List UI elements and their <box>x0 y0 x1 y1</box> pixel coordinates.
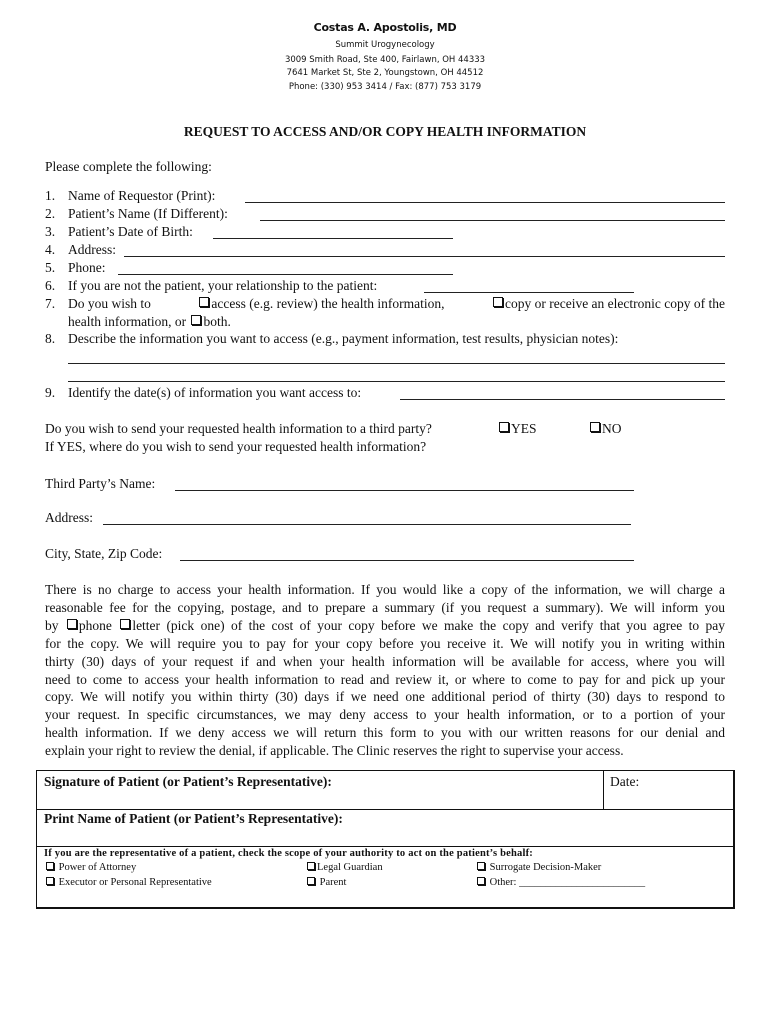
item-number-6: 6. <box>45 278 56 293</box>
requestor-name-label: Name of Requestor (Print): <box>68 188 216 203</box>
option-parent <box>305 877 346 888</box>
paragraph-line: health information. If we deny access we will return this form to you with our written reasons for our denial and <box>45 725 725 741</box>
paragraph-line: There is no charge to access your health information. If you would like a copy of the information, we will charge a <box>45 582 725 597</box>
access-checkbox[interactable] <box>199 297 209 307</box>
item-number-8: 8. <box>45 331 56 346</box>
poa-checkbox[interactable] <box>46 862 54 870</box>
dob-field[interactable] <box>213 238 453 239</box>
copy-option-label: copy or receive an electronic copy of the <box>504 296 725 311</box>
paragraph-line: reasonable fee for the copying, postage, and to prepare a summary (if you request a summary). We will inform you <box>45 599 725 615</box>
address-line-2: 7641 Market St, Ste 2, Youngstown, OH 44512 <box>286 68 484 78</box>
date-divider <box>603 771 604 809</box>
paragraph-line: for the copy. We will require you to pay for your copy before you receive it. We will notify you in writing within <box>45 635 725 651</box>
describe-info-field-1[interactable] <box>68 363 725 364</box>
third-party-where: If YES, where do you wish to send your requested health information? <box>45 439 427 454</box>
phone-checkbox[interactable] <box>67 619 77 629</box>
patient-name-label: Patient’s Name (If Different): <box>68 206 228 221</box>
third-party-address-label: Address: <box>45 510 93 525</box>
representative-note: If you are the representative of a patient, check the scope of your authority to act on the patient’s behalf: <box>44 848 533 859</box>
relationship-label: If you are not the patient, your relationship to the patient: <box>68 278 378 293</box>
item-number-1: 1. <box>45 188 56 203</box>
requestor-name-field[interactable] <box>245 202 725 203</box>
paragraph-line: explain your right to review the denial, if applicable. The Clinic reserves the right to supervise your access. <box>45 743 624 759</box>
letter-option-label: letter (pick one) of the cost of your copy before we make the copy and verify that you agree to pay <box>132 617 726 633</box>
dates-label: Identify the date(s) of information you want access to: <box>68 385 362 400</box>
phone-field[interactable] <box>118 274 453 275</box>
third-party-question: Do you wish to send your requested health information to a third party? <box>45 421 432 436</box>
print-name-label: Print Name of Patient (or Patient’s Representative): <box>44 811 343 826</box>
address-line-1: 3009 Smith Road, Ste 400, Fairlawn, OH 44333 <box>284 55 486 65</box>
form-title: REQUEST TO ACCESS AND/OR COPY HEALTH INFORMATION <box>183 124 587 139</box>
executor-label: Executor or Personal Representative <box>58 877 212 888</box>
access-option-label: access (e.g. review) the health information, <box>211 296 445 311</box>
intro-text: Please complete the following: <box>45 159 212 174</box>
fee-policy-paragraph <box>45 581 725 760</box>
yes-checkbox[interactable] <box>499 422 509 432</box>
dates-field[interactable] <box>400 399 725 400</box>
option-other <box>475 877 645 888</box>
item-number-5: 5. <box>45 260 56 275</box>
access-type-line <box>68 296 725 312</box>
third-party-name-field[interactable] <box>175 490 634 491</box>
address-label: Address: <box>68 242 116 257</box>
dob-label: Patient’s Date of Birth: <box>68 224 193 239</box>
third-party-address-field[interactable] <box>103 524 631 525</box>
option-legal-guardian <box>305 862 383 873</box>
access-type-line-2 <box>68 314 231 330</box>
guardian-label: Legal Guardian <box>317 862 383 873</box>
print-row-divider <box>37 846 733 847</box>
doctor-name: Costas A. Apostolis, MD <box>313 21 457 34</box>
no-checkbox[interactable] <box>590 422 600 432</box>
item-number-2: 2. <box>45 206 56 221</box>
surrogate-checkbox[interactable] <box>477 862 485 870</box>
no-label: NO <box>602 421 622 436</box>
patient-name-field[interactable] <box>260 220 725 221</box>
parent-label: Parent <box>319 877 347 888</box>
signature-label: Signature of Patient (or Patient’s Representative): <box>44 774 332 789</box>
both-checkbox[interactable] <box>191 315 201 325</box>
paragraph-text: by <box>45 617 59 633</box>
paragraph-line <box>45 617 725 635</box>
poa-label: Power of Attorney <box>58 862 137 873</box>
date-label: Date: <box>610 774 640 789</box>
phone-label: Phone: <box>68 260 106 275</box>
third-party-name-label: Third Party’s Name: <box>45 476 156 491</box>
option-power-of-attorney <box>44 862 136 873</box>
yes-label: YES <box>511 421 537 436</box>
third-party-city-label: City, State, Zip Code: <box>45 546 163 561</box>
paragraph-line: copy. We will notify you within thirty (30) days if we need one additional period of thirty (30) days to respond to <box>45 689 725 705</box>
health-info-text: health information, or <box>68 314 187 329</box>
address-field[interactable] <box>124 256 725 257</box>
other-label: Other: ________________________ <box>489 877 646 888</box>
paragraph-line: need to come to access your health information to read and review it, or where to come to pay for and pick up your <box>45 671 725 687</box>
other-checkbox[interactable] <box>477 877 485 885</box>
item-number-7: 7. <box>45 296 56 311</box>
item-number-9: 9. <box>45 385 56 400</box>
phone-option-label: phone <box>78 617 112 633</box>
executor-checkbox[interactable] <box>46 877 54 885</box>
surrogate-label: Surrogate Decision-Maker <box>489 862 602 873</box>
third-party-city-field[interactable] <box>180 560 634 561</box>
parent-checkbox[interactable] <box>307 877 315 885</box>
option-surrogate <box>475 862 601 873</box>
access-question-text: Do you wish to <box>68 296 151 311</box>
relationship-field[interactable] <box>424 292 634 293</box>
phone-fax-line: Phone: (330) 953 3414 / Fax: (877) 753 3179 <box>288 82 482 92</box>
describe-info-field-2[interactable] <box>68 381 725 382</box>
guardian-checkbox[interactable] <box>307 862 315 870</box>
item-number-3: 3. <box>45 224 56 239</box>
copy-checkbox[interactable] <box>493 297 503 307</box>
both-option-label: both. <box>203 314 231 329</box>
letter-checkbox[interactable] <box>120 619 130 629</box>
sig-row-divider <box>37 809 733 810</box>
paragraph-line: your request. In specific circumstances, we may deny access to your health information, or to a portion of your <box>45 707 725 723</box>
option-executor <box>44 877 212 888</box>
no-option <box>588 421 622 437</box>
describe-info-label: Describe the information you want to access (e.g., payment information, test results, physician notes): <box>68 331 619 346</box>
signature-box <box>36 770 735 909</box>
practice-name: Summit Urogynecology <box>335 40 435 50</box>
item-number-4: 4. <box>45 242 56 257</box>
paragraph-line: thirty (30) days of your request if and when your health information will be available for access, where you will <box>45 653 725 669</box>
yes-option <box>497 421 537 437</box>
